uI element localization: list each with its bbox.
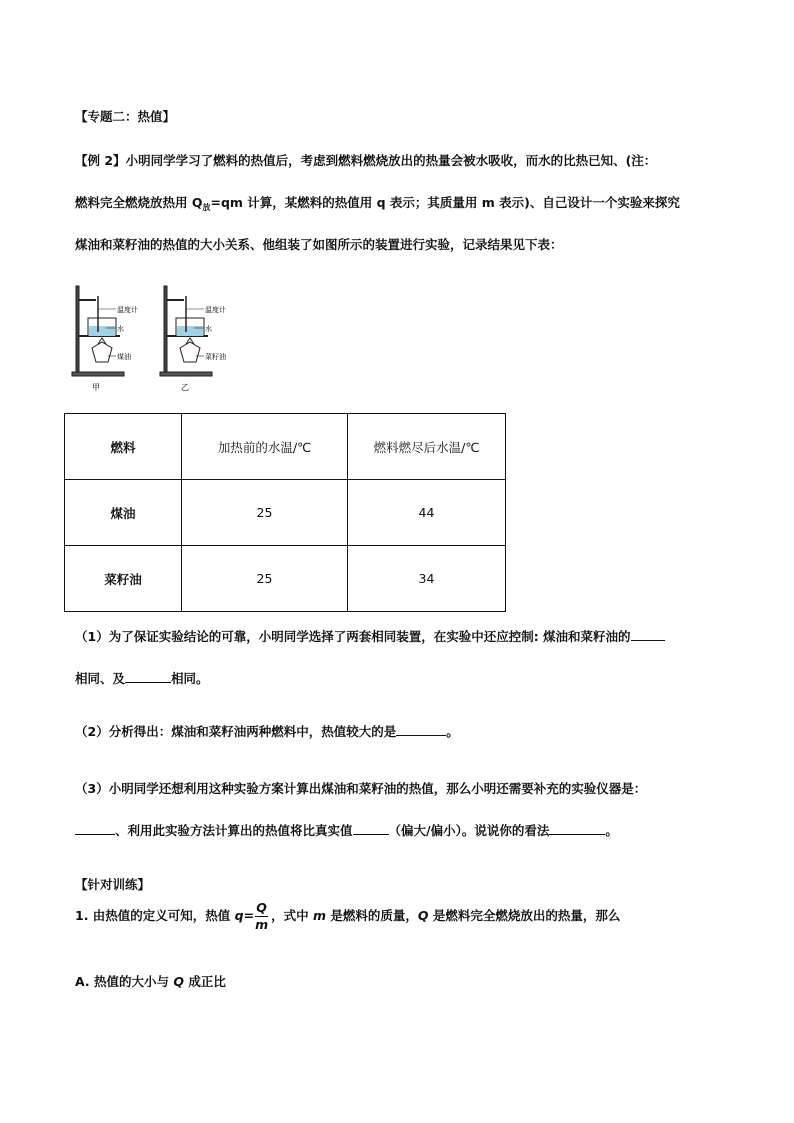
t1-var-m: m: [312, 908, 327, 923]
row2-fuel: 菜籽油: [65, 546, 182, 612]
caption-a: 甲: [92, 383, 100, 392]
q3-blank-3[interactable]: [549, 824, 605, 835]
row1-fuel: 煤油: [65, 480, 182, 546]
example-line-3: 煤油和菜籽油的热值的大小关系、他组装了如图所示的装置进行实验，记录结果见下表：: [75, 237, 563, 252]
t1-text-b: ，式中: [271, 908, 313, 923]
results-table: [64, 413, 506, 612]
water-label-a: 水: [117, 325, 124, 333]
row1-after: 44: [348, 480, 506, 546]
row2-before: 25: [182, 546, 348, 612]
q3-blank-2[interactable]: [353, 824, 389, 835]
table-header-row: [65, 414, 506, 480]
apparatus-figure: [62, 282, 252, 394]
q3-line-1: （3）小明同学还想利用这种实验方案计算出煤油和菜籽油的热值，那么小明还需要补充的实验仪器是：: [75, 781, 647, 796]
q1-blank-2[interactable]: [125, 672, 171, 683]
section-title: 【专题二：热值】: [75, 109, 176, 124]
t1-fraction: [255, 900, 268, 933]
t1-text-c: 是燃料的质量，: [326, 908, 418, 923]
q3-line-2: [75, 821, 618, 839]
q2-line: [75, 722, 459, 740]
q1-text-2b: 相同。: [171, 671, 209, 686]
table-row: [65, 480, 506, 546]
example-label: 【例 2】: [75, 153, 126, 168]
training-title: 【针对训练】: [75, 877, 151, 892]
q1-line-1: [75, 627, 665, 645]
q3-text-2: （偏大/偏小）。说说你的看法: [388, 823, 550, 838]
water-b: [177, 326, 203, 336]
q3-blank-1[interactable]: [75, 824, 115, 835]
t1-text-d: 是燃料完全燃烧放出的热量，那么: [428, 908, 621, 923]
stand-base-a: [72, 372, 124, 376]
stand-rod-a: [76, 286, 79, 372]
option-a[interactable]: [75, 972, 226, 990]
q2-text-b: 。: [446, 724, 459, 739]
q1-text-2a: 相同、及: [75, 671, 126, 686]
q2-text-a: （2）分析得出：煤油和菜籽油两种燃料中，热值较大的是: [75, 724, 397, 739]
t1-equals: =: [243, 908, 255, 923]
stand-rod-b: [164, 286, 167, 372]
option-a-text-a: A. 热值的大小与: [75, 974, 174, 989]
q1-text-1: （1）为了保证实验结论的可靠，小明同学选择了两套相同装置，在实验中还应控制: 煤油和菜籽油的: [75, 629, 631, 644]
t1-text-a: 1. 由热值的定义可知，热值: [75, 908, 235, 923]
header-after: 燃料燃尽后水温/℃: [348, 414, 506, 480]
example-text-2b: =qm 计算，某燃料的热值用 q 表示；其质量用 m 表示)、自己设计一个实验来探究: [210, 195, 680, 210]
q1-line-2: [75, 669, 209, 687]
stand-base-b: [160, 372, 212, 376]
t1-denominator: m: [255, 917, 269, 932]
thermometer-label-a: 温度计: [117, 306, 138, 314]
q-subscript: 放: [202, 203, 211, 212]
t1-numerator: Q: [256, 900, 267, 915]
t1-line: [75, 900, 620, 933]
fuel-label-b: 菜籽油: [205, 353, 226, 361]
water-a: [89, 326, 115, 336]
header-fuel: 燃料: [65, 414, 182, 480]
t1-var-q: q: [234, 908, 244, 923]
lamp-b: [180, 342, 200, 362]
example-line-2: [75, 193, 680, 213]
example-line-1: [75, 151, 656, 169]
q3-text-3: 。: [605, 823, 618, 838]
option-a-text-b: 成正比: [184, 974, 226, 989]
caption-b: 乙: [181, 383, 189, 392]
water-label-b: 水: [205, 325, 212, 333]
q1-blank-1[interactable]: [631, 630, 665, 641]
row1-before: 25: [182, 480, 348, 546]
t1-var-Q: Q: [417, 908, 429, 923]
q2-blank[interactable]: [396, 725, 446, 736]
q3-text-1: 、利用此实验方法计算出的热值将比真实值: [115, 823, 353, 838]
example-text-1: 小明同学学习了燃料的热值后，考虑到燃料燃烧放出的热量会被水吸收，而水的比热已知、(注：: [125, 153, 657, 168]
option-a-var: Q: [173, 974, 184, 989]
example-text-2a: 燃料完全燃烧放热用 Q: [75, 195, 203, 210]
fuel-label-a: 煤油: [117, 353, 131, 361]
lamp-a: [92, 342, 112, 362]
row2-after: 34: [348, 546, 506, 612]
thermometer-label-b: 温度计: [205, 306, 226, 314]
table-row: [65, 546, 506, 612]
header-before: 加热前的水温/℃: [182, 414, 348, 480]
